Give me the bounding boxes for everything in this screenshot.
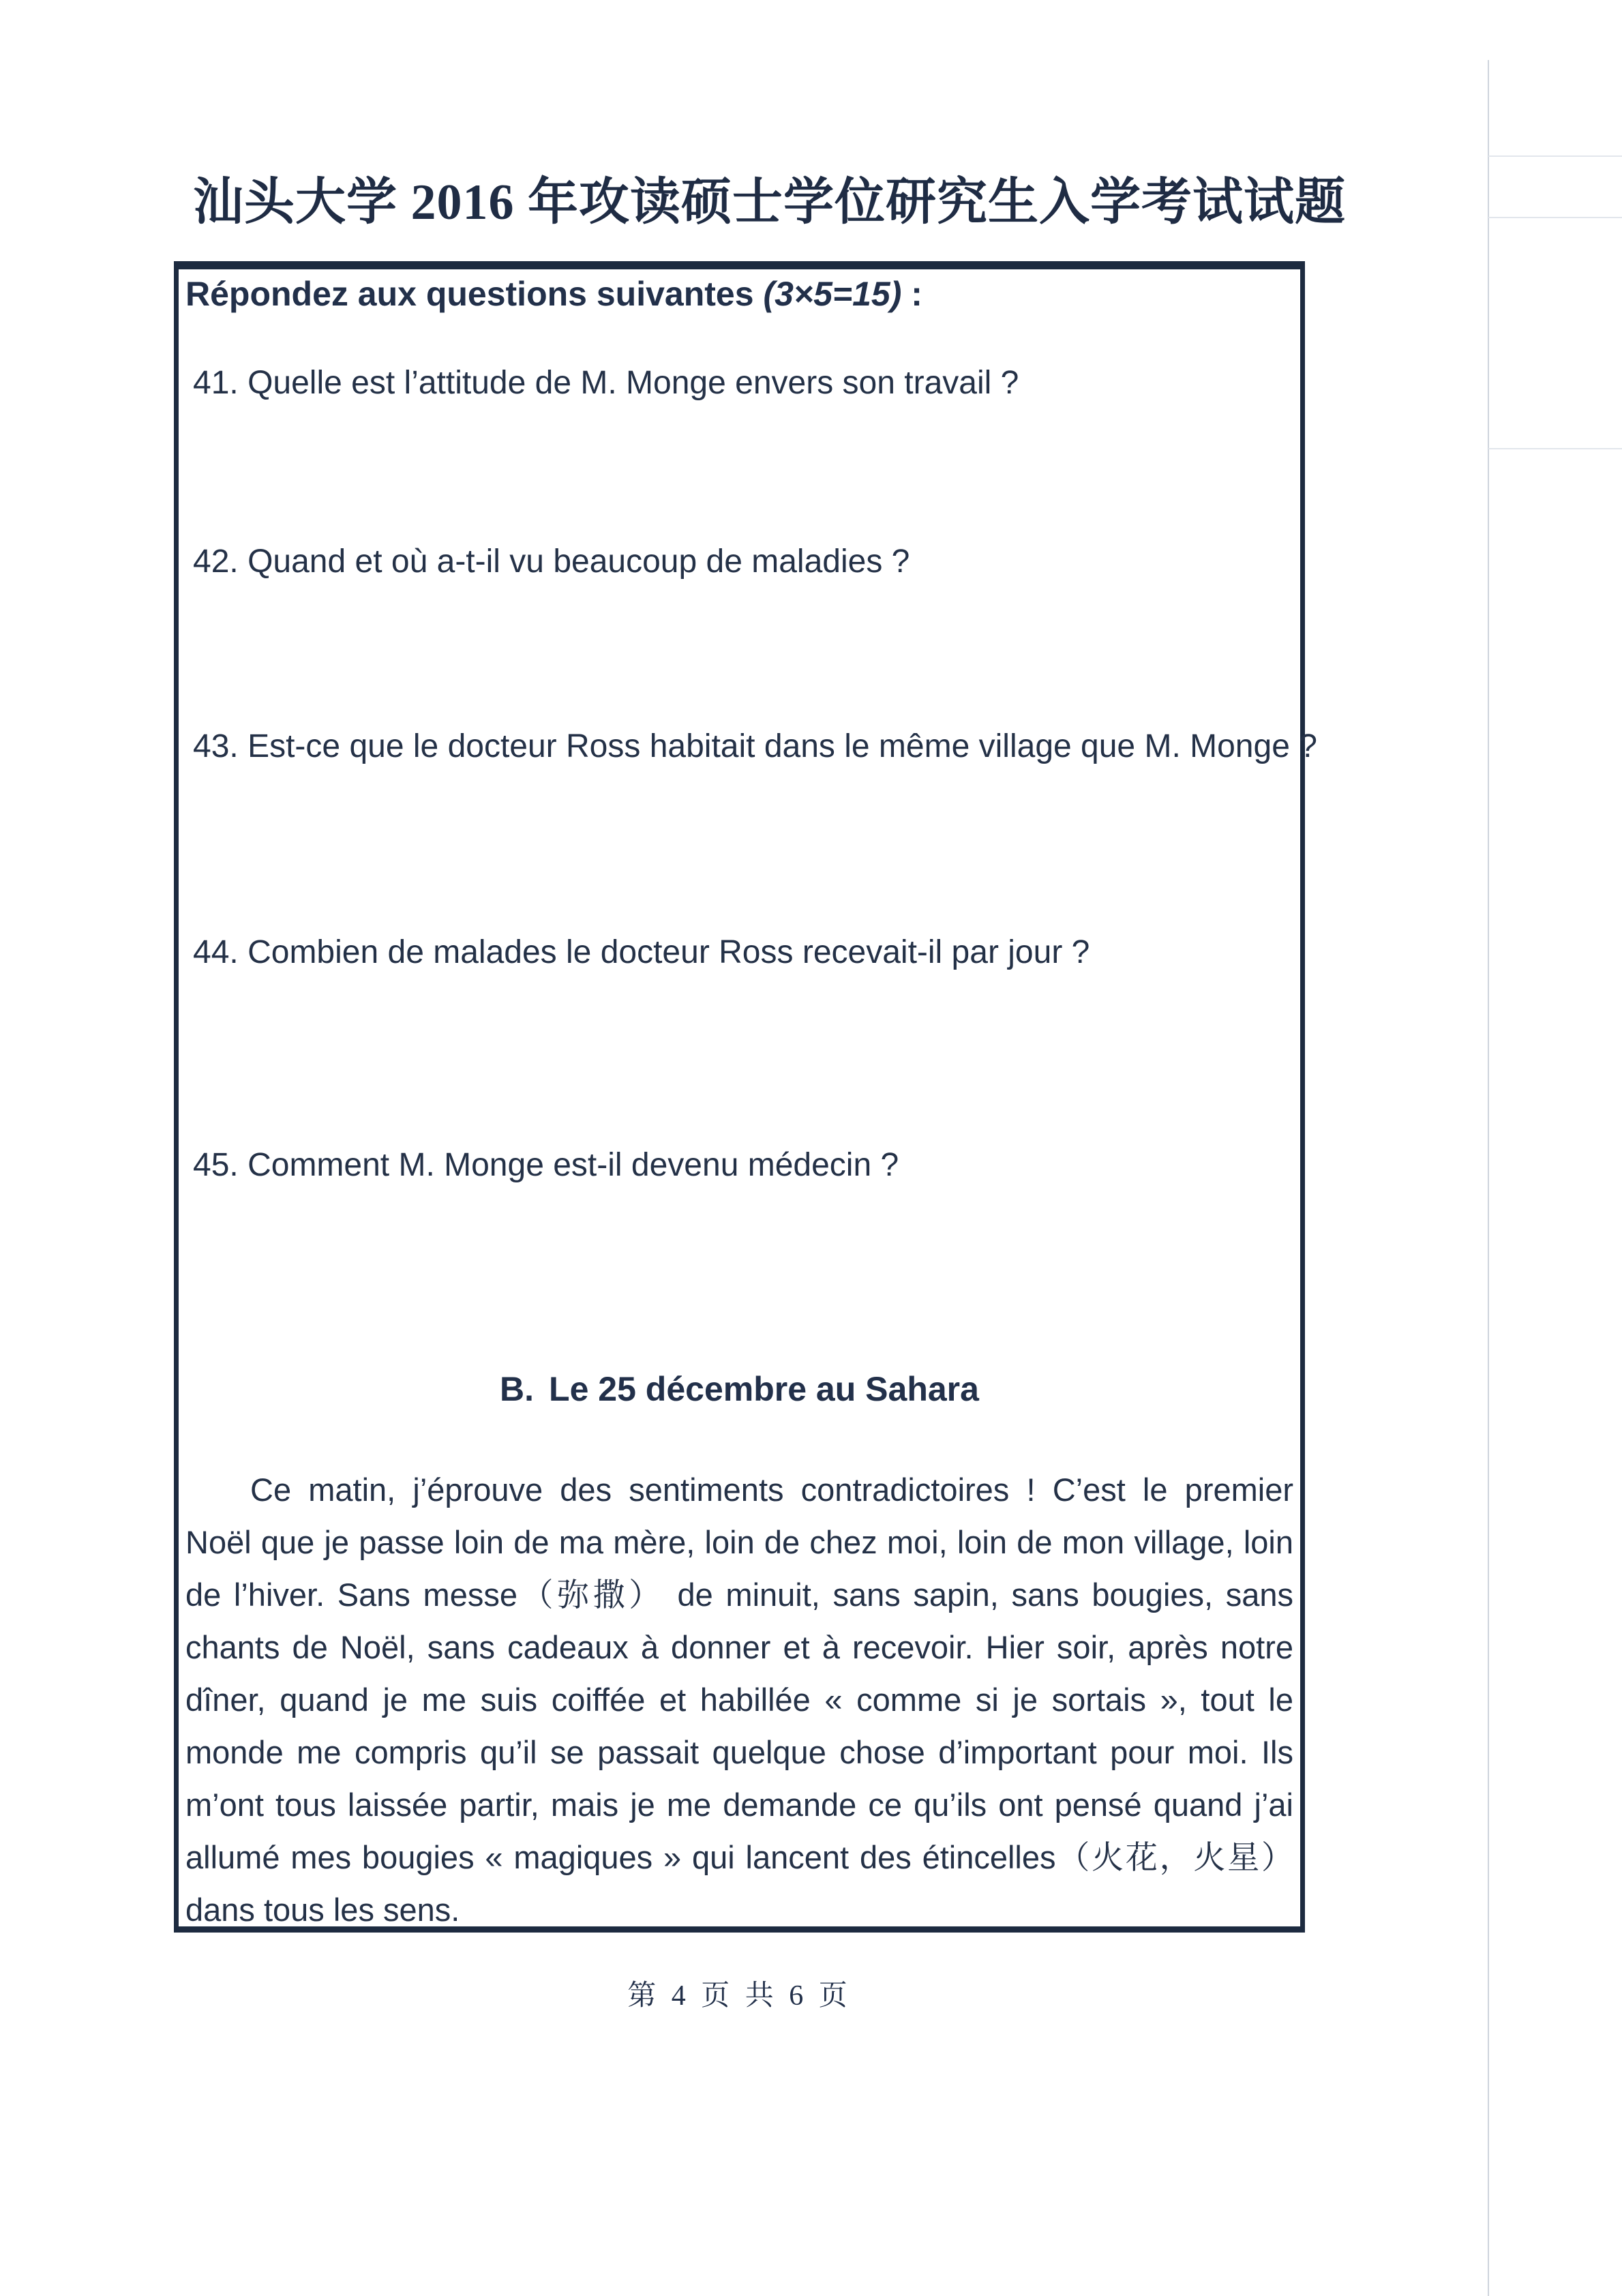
question-text: Quand et où a-t-il vu beaucoup de maladies ? <box>247 543 910 580</box>
question-44 <box>193 933 1090 972</box>
question-number: 42. <box>193 543 239 580</box>
page-number-footer: 第 4 页 共 6 页 <box>627 1980 852 2012</box>
section-b-passage: Ce matin, j’éprouve des sentiments contradictoires ! C’est le premier Noël que je passe loin de ma mère, loin de chez moi, loin de mon village, loin de l’hiver. Sans messe（弥撒） de minuit, sans sapin, sans bougies, sans chants de Noël, sans cadeaux à donner et à recevoir. Hier soir, après notre dîner, quand je me suis coiffée et habillée « comme si je sortais », tout le monde me compris qu’il se passait quelque chose d’important pour moi. Ils m’ont tous laissée partir, mais je me demande ce qu’ils ont pensé quand j’ai allumé mes bougies « magiques » qui lancent des étincelles（火花，火星） dans tous les sens. <box>185 1472 1293 1928</box>
question-43 <box>193 727 1317 766</box>
page-title: 汕头大学 2016 年攻读硕士学位研究生入学考试试题 <box>193 175 1346 230</box>
question-42 <box>193 542 910 582</box>
instruction-label: Répondez aux questions suivantes <box>185 275 754 313</box>
scan-artifact-horizontal-line <box>1488 448 1622 449</box>
question-text: Comment M. Monge est-il devenu médecin ? <box>247 1147 899 1183</box>
scan-artifact-horizontal-line <box>1488 155 1622 157</box>
question-45 <box>193 1146 899 1185</box>
question-text: Combien de malades le docteur Ross recevait-il par jour ? <box>247 934 1090 970</box>
question-41 <box>193 363 1019 403</box>
instruction-points: (3×5=15) <box>763 275 902 313</box>
instruction-colon: : <box>911 275 922 313</box>
question-number: 41. <box>193 365 239 401</box>
scan-artifact-vertical-line <box>1488 60 1489 2296</box>
section-b-letter: B. <box>500 1370 535 1408</box>
question-number: 44. <box>193 934 239 970</box>
scan-artifact-horizontal-line <box>1488 217 1622 218</box>
question-number: 45. <box>193 1147 239 1183</box>
exam-content-box <box>174 261 1317 1933</box>
question-text: Quelle est l’attitude de M. Monge envers son travail ? <box>247 365 1019 401</box>
question-text: Est-ce que le docteur Ross habitait dans le même village que M. Monge ? <box>247 728 1317 764</box>
question-number: 43. <box>193 728 239 764</box>
section-b-heading <box>179 1369 1300 1409</box>
section-b-title: Le 25 décembre au Sahara <box>549 1370 979 1408</box>
section-instruction <box>185 273 922 314</box>
